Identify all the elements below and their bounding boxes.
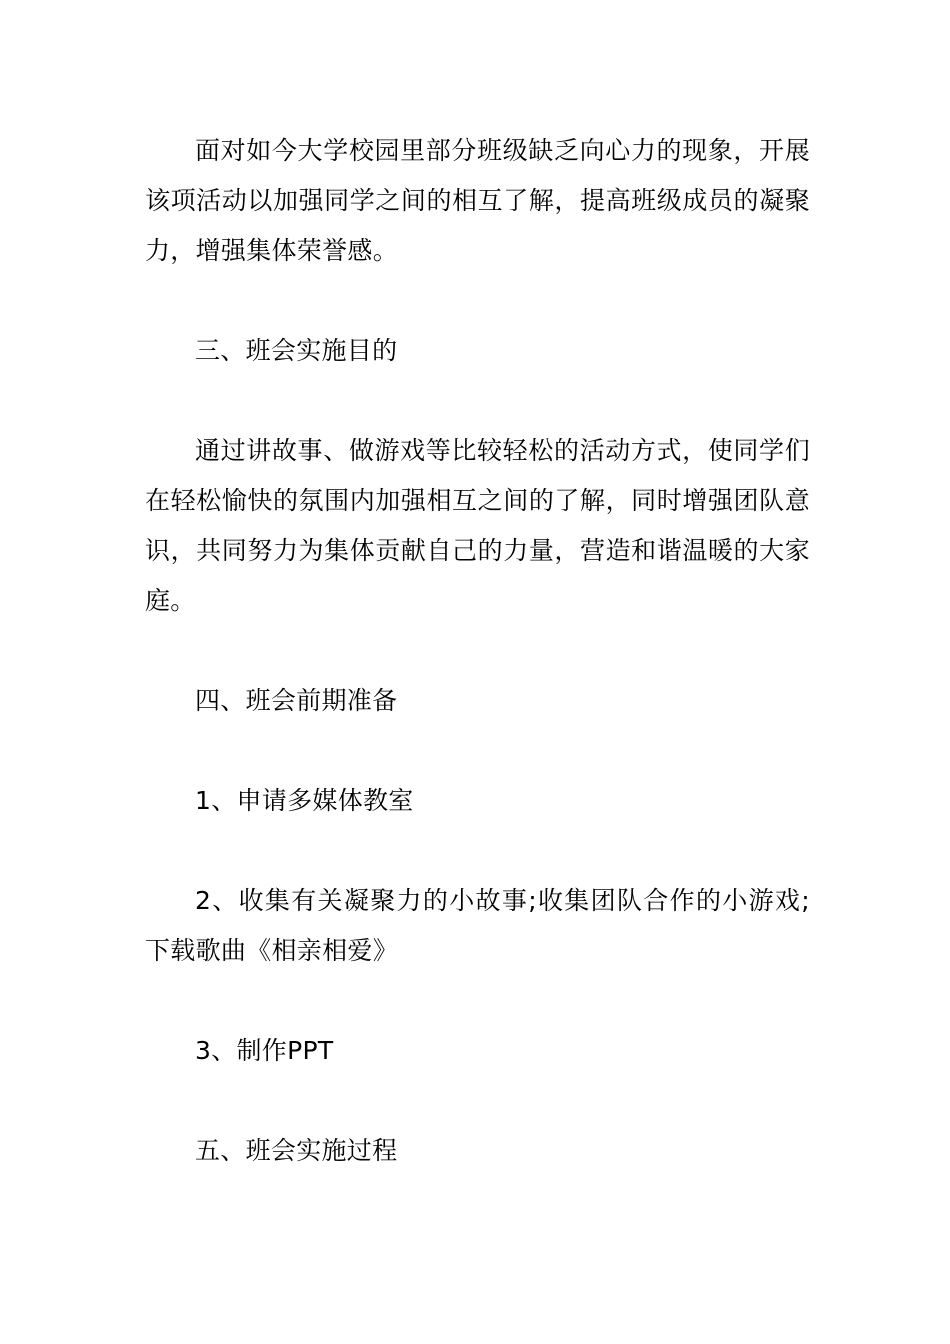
list-item-3: 3、制作PPT — [195, 1036, 334, 1065]
list-item-2: 2、收集有关凝聚力的小故事;收集团队合作的小游戏;下载歌曲《相亲相爱》 — [145, 886, 810, 965]
heading-section-5: 五、班会实施过程 — [195, 1136, 398, 1165]
paragraph-purpose: 通过讲故事、做游戏等比较轻松的活动方式，使同学们在轻松愉快的氛围内加强相互之间的了解，同时增强团队意识，共同努力为集体贡献自己的力量，营造和谐温暖的大家庭。 — [145, 436, 810, 615]
heading-section-4: 四、班会前期准备 — [195, 686, 398, 715]
paragraph-background: 面对如今大学校园里部分班级缺乏向心力的现象，开展该项活动以加强同学之间的相互了解，提高班级成员的凝聚力，增强集体荣誉感。 — [145, 136, 810, 265]
list-item-1: 1、申请多媒体教室 — [195, 786, 414, 815]
heading-section-3: 三、班会实施目的 — [195, 336, 398, 365]
document-body — [145, 126, 810, 1176]
